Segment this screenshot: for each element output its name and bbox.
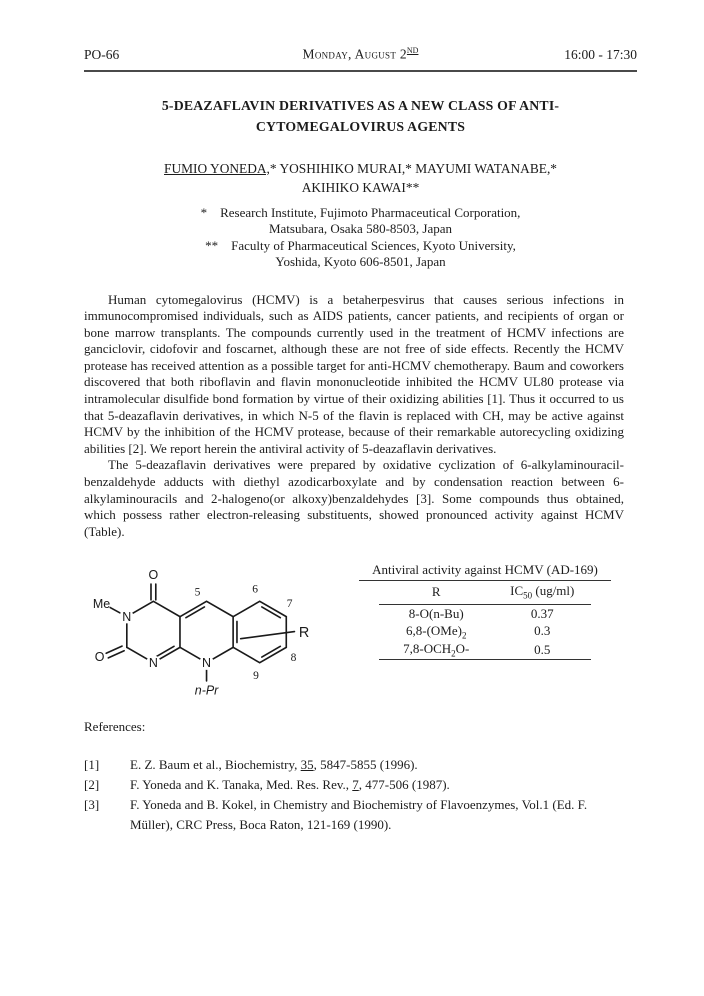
author-line2: AKIHIKO KAWAI** bbox=[301, 179, 420, 195]
session-time: 16:00 - 17:30 bbox=[564, 46, 637, 62]
affiliation-1-marker: * bbox=[200, 204, 208, 220]
session-day: Monday, August 2ND bbox=[302, 46, 419, 62]
column-header-r: R bbox=[379, 581, 493, 604]
activity-table-row bbox=[379, 605, 591, 623]
reference-number: [1] bbox=[84, 757, 100, 773]
reference-item bbox=[84, 755, 627, 775]
substituent-r: R bbox=[298, 625, 310, 642]
activity-table-row bbox=[379, 641, 591, 660]
activity-table-title: Antiviral activity against HCMV (AD-169) bbox=[359, 562, 611, 581]
chemical-structure bbox=[90, 561, 330, 708]
r-substituent-cell: 8-O(n-Bu) bbox=[408, 605, 464, 621]
deazaflavin-structure-drawing bbox=[90, 561, 330, 703]
affiliation-2-line2: Yoshida, Kyoto 606-8501, Japan bbox=[275, 254, 446, 269]
activity-table-row bbox=[379, 622, 591, 641]
reference-number: [2] bbox=[84, 777, 100, 793]
body-paragraph-1: Human cytomegalovirus (HCMV) is a betaherpesvirus that causes serious infections in immunocompromised individuals, such as AIDS patients, cancer patients, and recipients of organ or bone marrow transplants. The compounds currently used in the treatment of HCMV infections are ganciclovir, cidofovir and foscarnet, although these are not free of side effects. Recently the HCMV protease has received attention as a possible target for anti-HCMV chemotherapy. Baum and coworkers discovered that both riboflavin and flavin mononucleotide inhibited the HCMV UL80 protease via intramolecular disulfide bond formation by virtue of their oxidizing abilities [1]. Thus it occurred to us that 5-deazaflavin derivatives, in which N-5 of the flavin is replaced with CH, may be active against HCMV by the inhibition of the HCMV protease, because of their remarkable autorecycling oxidizing abilities [2]. We report herein the antiviral activity of 5-deazaflavin derivatives. bbox=[84, 291, 624, 456]
antiviral-activity-table bbox=[359, 562, 611, 660]
reference-text: F. Yoneda and B. Kokel, in Chemistry and Biochemistry of Flavoenzymes, Vol.1 (Ed. F. Müller), CRC Press, Boca Raton, 121-169 (1990). bbox=[130, 797, 588, 833]
r-substituent-cell: $6,8-(OMe)_2$ bbox=[406, 622, 467, 641]
position-8-label: 8 bbox=[290, 652, 297, 665]
session-code: PO-66 bbox=[84, 46, 120, 62]
activity-table-header-row bbox=[379, 581, 591, 604]
paper-title-line2: CYTOMEGALOVIRUS AGENTS bbox=[255, 118, 466, 134]
reference-text: F. Yoneda and K. Tanaka, Med. Res. Rev., 7, 477-506 (1987). bbox=[130, 777, 450, 793]
substituent-methyl: Me bbox=[92, 597, 111, 612]
atom-n1: N bbox=[148, 656, 158, 671]
paper-title-line1: 5-DEAZAFLAVIN DERIVATIVES AS A NEW CLASS OF ANTI- bbox=[161, 97, 560, 113]
affiliation-1-line2: Matsubara, Osaka 580-8503, Japan bbox=[268, 221, 453, 236]
reference-item bbox=[84, 775, 627, 795]
reference-number: [3] bbox=[84, 797, 100, 813]
atom-oxygen-left: O bbox=[94, 650, 105, 665]
column-header-ic50: $IC_{50}$ (ug/ml) bbox=[493, 581, 591, 604]
atom-oxygen-top: O bbox=[148, 568, 159, 583]
atom-n10: N bbox=[202, 656, 212, 671]
substituent-n-propyl: n-Pr bbox=[194, 683, 219, 698]
body-paragraph-2: The 5-deazaflavin derivatives were prepared by oxidative cyclization of 6-alkylaminouracil-benzaldehyde adducts with diethyl azodicarboxylate and by condensation reaction between 6-alkylaminouracils and 2-halogeno(or alkoxy)benzaldehydes [3]. Some compounds thus obtained, which possess rather electron-releasing substituents, showed pronounced activity against HCMV (Table). bbox=[84, 457, 624, 539]
affiliation-2-line1: ** Faculty of Pharmaceutical Sciences, Kyoto University, bbox=[205, 237, 516, 253]
ic50-value-cell: 0.37 bbox=[530, 605, 554, 621]
affiliations bbox=[84, 205, 637, 271]
paper-title bbox=[84, 95, 637, 137]
ic50-value-cell: 0.5 bbox=[534, 641, 551, 657]
references-section bbox=[84, 718, 637, 835]
position-7-label: 7 bbox=[286, 598, 293, 611]
author-list bbox=[84, 159, 637, 197]
day-ordinal: ND bbox=[406, 46, 419, 55]
position-6-label: 6 bbox=[252, 584, 258, 597]
r-substituent-cell: $7,8-OCH_2O-$ bbox=[403, 641, 470, 659]
abstract-body bbox=[84, 292, 624, 541]
reference-text: E. Z. Baum et al., Biochemistry, 35, 5847-5855 (1996). bbox=[130, 757, 418, 773]
activity-table-body bbox=[379, 605, 591, 660]
ic50-value-cell: 0.3 bbox=[534, 623, 551, 639]
position-5-label: 5 bbox=[194, 586, 201, 599]
author-line1: FUMIO YONEDA,* YOSHIHIKO MURAI,* MAYUMI WATANABE,* bbox=[164, 160, 557, 176]
references-heading: References: bbox=[84, 719, 146, 735]
affiliation-1-line1: * Research Institute, Fujimoto Pharmaceutical Corporation, bbox=[200, 204, 521, 220]
figure-row bbox=[84, 561, 637, 708]
affiliation-2-marker: ** bbox=[205, 237, 219, 253]
page-header bbox=[84, 46, 637, 72]
position-9-label: 9 bbox=[253, 670, 259, 683]
atom-n3: N bbox=[122, 610, 132, 625]
reference-item bbox=[84, 795, 627, 835]
reference-list bbox=[84, 755, 627, 835]
